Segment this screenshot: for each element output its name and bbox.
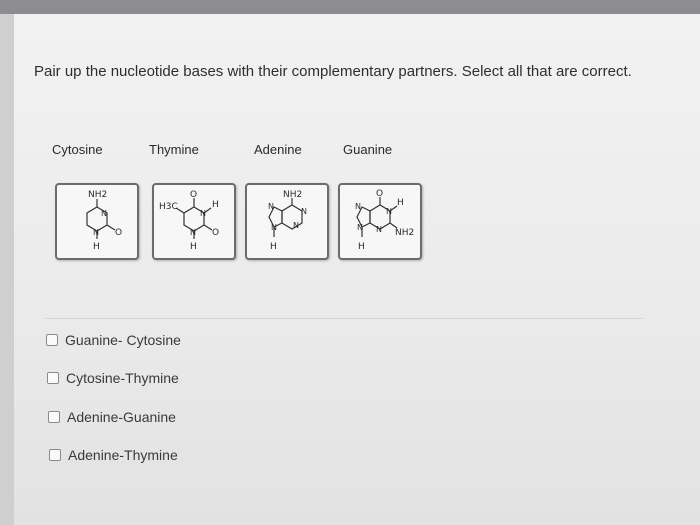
guanine-n7-label: N bbox=[355, 202, 361, 211]
top-bar bbox=[0, 0, 700, 14]
cytosine-structure-card bbox=[55, 183, 139, 260]
option-guanine-cytosine[interactable] bbox=[46, 332, 181, 348]
adenine-h-label: H bbox=[270, 242, 277, 252]
guanine-structure-diagram bbox=[340, 185, 420, 258]
base-label-cytosine: Cytosine bbox=[52, 142, 103, 157]
cytosine-n-label: N bbox=[101, 209, 107, 218]
thymine-o-top-label: O bbox=[190, 190, 198, 200]
adenine-structure-card bbox=[245, 183, 329, 260]
checkbox-icon[interactable] bbox=[49, 449, 61, 461]
checkbox-icon[interactable] bbox=[48, 411, 60, 423]
cytosine-h-label: H bbox=[93, 242, 100, 252]
cytosine-o-label: O bbox=[115, 228, 123, 238]
adenine-n3-label: N bbox=[293, 221, 299, 230]
thymine-o-label: O bbox=[212, 228, 220, 238]
cytosine-n1-label: N bbox=[93, 228, 99, 237]
guanine-n9-label: N bbox=[357, 223, 363, 232]
guanine-o-label: O bbox=[376, 189, 384, 199]
adenine-n9-label: N bbox=[271, 223, 277, 232]
guanine-n1-label: N bbox=[386, 207, 392, 216]
base-label-thymine: Thymine bbox=[149, 142, 199, 157]
option-label: Guanine- Cytosine bbox=[65, 332, 181, 348]
question-text: Pair up the nucleotide bases with their complementary partners. Select all that are correct. bbox=[34, 63, 632, 80]
base-label-guanine: Guanine bbox=[343, 142, 393, 157]
adenine-structure-diagram bbox=[247, 185, 327, 258]
option-label: Adenine-Thymine bbox=[68, 447, 178, 463]
thymine-h-label: H bbox=[190, 242, 197, 252]
option-cytosine-thymine[interactable] bbox=[47, 370, 179, 386]
guanine-nh2-label: NH2 bbox=[395, 228, 415, 238]
guanine-h-label: H bbox=[358, 242, 365, 252]
cytosine-nh2-label: NH2 bbox=[88, 190, 108, 200]
options-divider bbox=[44, 318, 644, 319]
adenine-n7-label: N bbox=[268, 202, 274, 211]
option-adenine-thymine[interactable] bbox=[49, 447, 178, 463]
thymine-n1-label: N bbox=[190, 228, 196, 237]
guanine-h-top-label: H bbox=[397, 198, 404, 208]
adenine-n1-label: N bbox=[301, 207, 307, 216]
checkbox-icon[interactable] bbox=[46, 334, 58, 346]
thymine-structure-diagram bbox=[154, 185, 234, 258]
option-label: Adenine-Guanine bbox=[67, 409, 176, 425]
thymine-n3-label: N bbox=[200, 209, 206, 218]
checkbox-icon[interactable] bbox=[47, 372, 59, 384]
guanine-structure-card bbox=[338, 183, 422, 260]
guanine-n3-label: N bbox=[376, 225, 382, 234]
thymine-structure-card bbox=[152, 183, 236, 260]
thymine-h-top-label: H bbox=[212, 200, 219, 210]
cytosine-structure-diagram bbox=[57, 185, 137, 258]
adenine-nh2-label: NH2 bbox=[283, 190, 303, 200]
option-adenine-guanine[interactable] bbox=[48, 409, 176, 425]
thymine-h3c-label: H3C bbox=[159, 202, 178, 212]
base-label-adenine: Adenine bbox=[254, 142, 302, 157]
option-label: Cytosine-Thymine bbox=[66, 370, 179, 386]
